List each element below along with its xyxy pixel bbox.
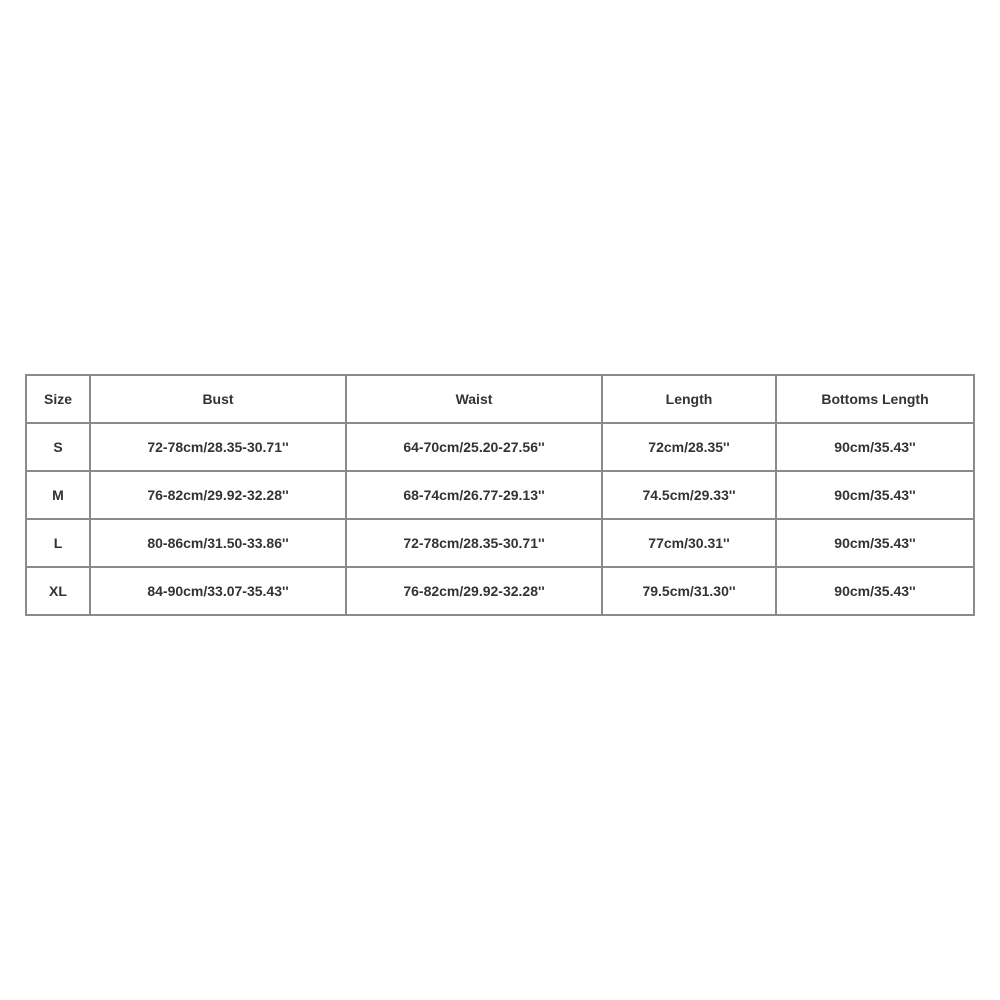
bust-cell: 80-86cm/31.50-33.86'' (90, 519, 346, 567)
table-header-row (26, 375, 974, 423)
waist-cell: 68-74cm/26.77-29.13'' (346, 471, 602, 519)
bust-cell: 84-90cm/33.07-35.43'' (90, 567, 346, 615)
table-row (26, 471, 974, 519)
header-bottoms-length: Bottoms Length (776, 375, 974, 423)
waist-cell: 76-82cm/29.92-32.28'' (346, 567, 602, 615)
bottoms-length-cell: 90cm/35.43'' (776, 471, 974, 519)
size-cell: L (26, 519, 90, 567)
length-cell: 72cm/28.35'' (602, 423, 776, 471)
waist-cell: 64-70cm/25.20-27.56'' (346, 423, 602, 471)
bottoms-length-cell: 90cm/35.43'' (776, 567, 974, 615)
bust-cell: 72-78cm/28.35-30.71'' (90, 423, 346, 471)
table-row (26, 519, 974, 567)
table-row (26, 423, 974, 471)
table-row (26, 567, 974, 615)
size-cell: M (26, 471, 90, 519)
size-chart-table (25, 374, 975, 616)
size-cell: XL (26, 567, 90, 615)
waist-cell: 72-78cm/28.35-30.71'' (346, 519, 602, 567)
header-bust: Bust (90, 375, 346, 423)
header-size: Size (26, 375, 90, 423)
header-waist: Waist (346, 375, 602, 423)
header-length: Length (602, 375, 776, 423)
bottoms-length-cell: 90cm/35.43'' (776, 519, 974, 567)
bust-cell: 76-82cm/29.92-32.28'' (90, 471, 346, 519)
length-cell: 79.5cm/31.30'' (602, 567, 776, 615)
length-cell: 77cm/30.31'' (602, 519, 776, 567)
bottoms-length-cell: 90cm/35.43'' (776, 423, 974, 471)
length-cell: 74.5cm/29.33'' (602, 471, 776, 519)
size-cell: S (26, 423, 90, 471)
